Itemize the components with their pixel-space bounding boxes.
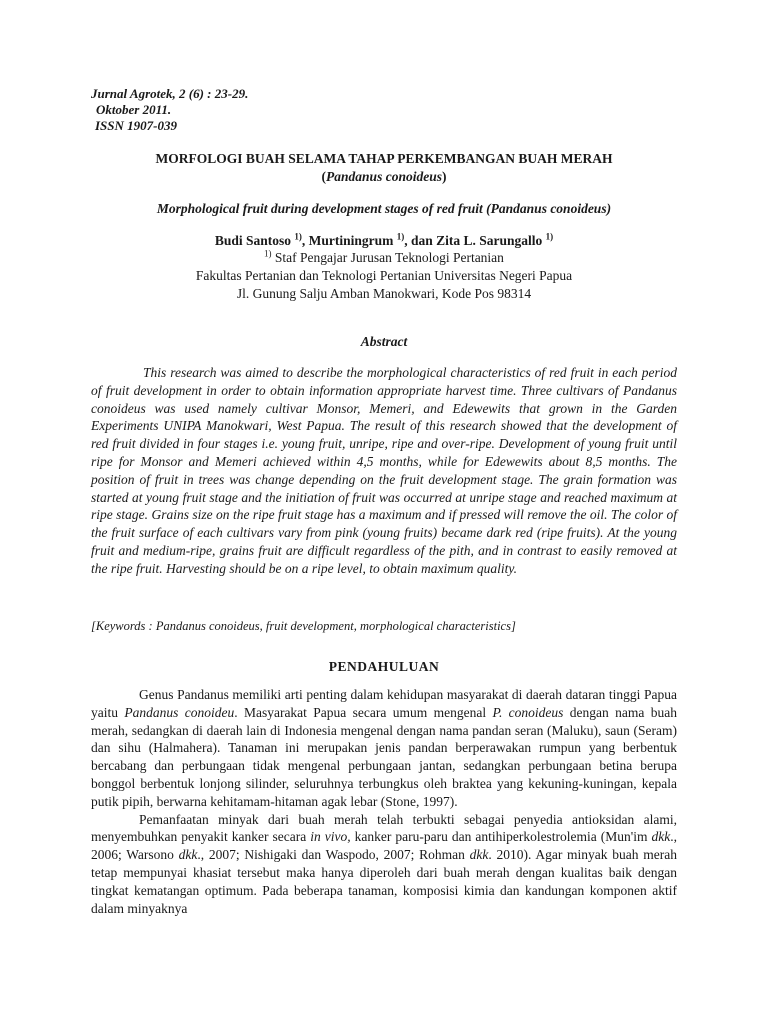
journal-header: [91, 86, 248, 134]
affiliation-address: Jl. Gunung Salju Amban Manokwari, Kode Pos 98314: [236, 286, 532, 301]
paper-title: [0, 150, 768, 186]
italic-run: dkk: [469, 847, 489, 863]
abstract-paragraph: This research was aimed to describe the morphological characteristics of red fruit in each period of fruit development in order to obtain information appropriate harvest time. Three cultivars of Pandanus conoideus was used namely cultivar Monsor, Memeri, and Edewewits that grown in the Garden Experiments UNIPA Manokwari, West Papua. The result of this research showed that the development of red fruit divided in four stages i.e. young fruit, unripe, ripe and over-ripe. Development of young fruit until ripe for Monsor and Memeri achieved within 4,5 months, while for Edewewits about 8,5 months. The position of fruit in trees was change depending on the fruit development stage. The grain formation was started at young fruit stage and the initiation of fruit was occurred at unripe stage and reached maximum at ripe stage. Grains size on the ripe fruit stage has a maximum and if pressed will remove the oil. The color of the fruit surface of each cultivars vary from pink (young fruits) became dark red (ripe fruits). At the young fruit and medium-ripe, grains fruit are difficult regardless of the pith, and in contrast to easily removed at the ripe fruit. Harvesting should be on a ripe level, to obtain maximum quality.: [91, 365, 677, 576]
affiliation-line-1: [0, 249, 768, 267]
author-1: Budi Santoso: [214, 233, 291, 248]
text-run: dengan nama buah merah, sedangkan di daerah lain di Indonesia mengenal dengan nama pandan seran (Maluku), saun (Seram) dan sihu (Halmahera). Tanaman ini merupakan jenis pandan berperawakan rumpun yang berbentuk bercabang dan perbungaan tidak mengenal perbungaan jantan, sedangkan perbungaan betina berupa bonggol berbentuk lonjong silinder, seluruhnya terbungkus oleh braktea yang kekuning-kuningan, kepala putik pipih, berwarna kehitamam-hitaman agak lebar (Stone, 1997).: [91, 704, 677, 809]
author-2: , Murtiningrum: [301, 233, 394, 248]
abstract-body: [91, 364, 677, 578]
text-run: . 2010). Agar minyak buah merah tetap mempunyai khasiat tersebut maka hanya diperoleh dari buah merah dengan kualitas baik dengan tingkat kematangan optimum. Pada beberapa tanaman, komposisi kimia dan kandungan komponen aktif dalam minyaknya: [91, 847, 678, 916]
abstract-heading: Abstract: [360, 334, 408, 349]
paren-close: ): [441, 169, 447, 184]
section-heading: PENDAHULUAN: [328, 659, 440, 674]
author-3: , dan Zita L. Sarungallo: [404, 233, 543, 248]
author-3-affiliation-mark: 1): [545, 231, 554, 242]
author-list: [0, 233, 768, 249]
text-run: ., 2007; Nishigaki dan Waspodo, 2007; Rohman: [197, 847, 470, 863]
paren-open: (: [321, 169, 327, 184]
paper-subtitle: Morphological fruit during development stages of red fruit (Pandanus conoideus): [156, 201, 612, 216]
affiliation-department: Staf Pengajar Jurusan Teknologi Pertanian: [271, 250, 504, 265]
title-line-2: [0, 168, 768, 186]
publication-date: Oktober 2011.: [96, 102, 172, 117]
affiliation-mark: 1): [264, 248, 272, 259]
keywords: [Keywords : Pandanus conoideus, fruit development, morphological characteristics]: [91, 619, 516, 633]
issn: ISSN 1907-039: [95, 118, 177, 133]
text-run: . Masyarakat Papua secara umum mengenal: [234, 704, 493, 720]
paragraph-2: [91, 811, 677, 918]
text-run: Pemanfaatan minyak dari buah merah telah terbukti sebagai penyedia antioksidan alami, menyembuhkan penyakit kanker secara: [91, 811, 677, 845]
author-1-affiliation-mark: 1): [294, 231, 302, 242]
affiliation-line-2: Fakultas Pertanian dan Teknologi Pertanian Universitas Negeri Papua: [195, 268, 573, 283]
journal-citation: Jurnal Agrotek, 2 (6) : 23-29.: [91, 86, 249, 101]
text-run: kanker paru-paru dan antihiperkolestrolemia (Mun'im: [350, 829, 652, 845]
text-run: Genus Pandanus memiliki arti penting dalam kehidupan masyarakat di daerah dataran tinggi Papua yaitu: [91, 687, 677, 720]
italic-run: Pandanus conoideu: [124, 704, 235, 720]
author-2-affiliation-mark: 1): [396, 231, 405, 242]
title-species: Pandanus conoideus: [326, 169, 442, 184]
text-run: ., 2006; Warsono: [91, 829, 677, 863]
italic-run: P. conoideus: [492, 704, 564, 720]
section-body: [91, 686, 677, 917]
paragraph-1: [91, 686, 677, 811]
italic-run: in vivo,: [310, 829, 351, 845]
italic-run: dkk: [178, 847, 198, 863]
title-line-1: MORFOLOGI BUAH SELAMA TAHAP PERKEMBANGAN BUAH MERAH: [155, 151, 613, 166]
italic-run: dkk: [651, 829, 671, 845]
